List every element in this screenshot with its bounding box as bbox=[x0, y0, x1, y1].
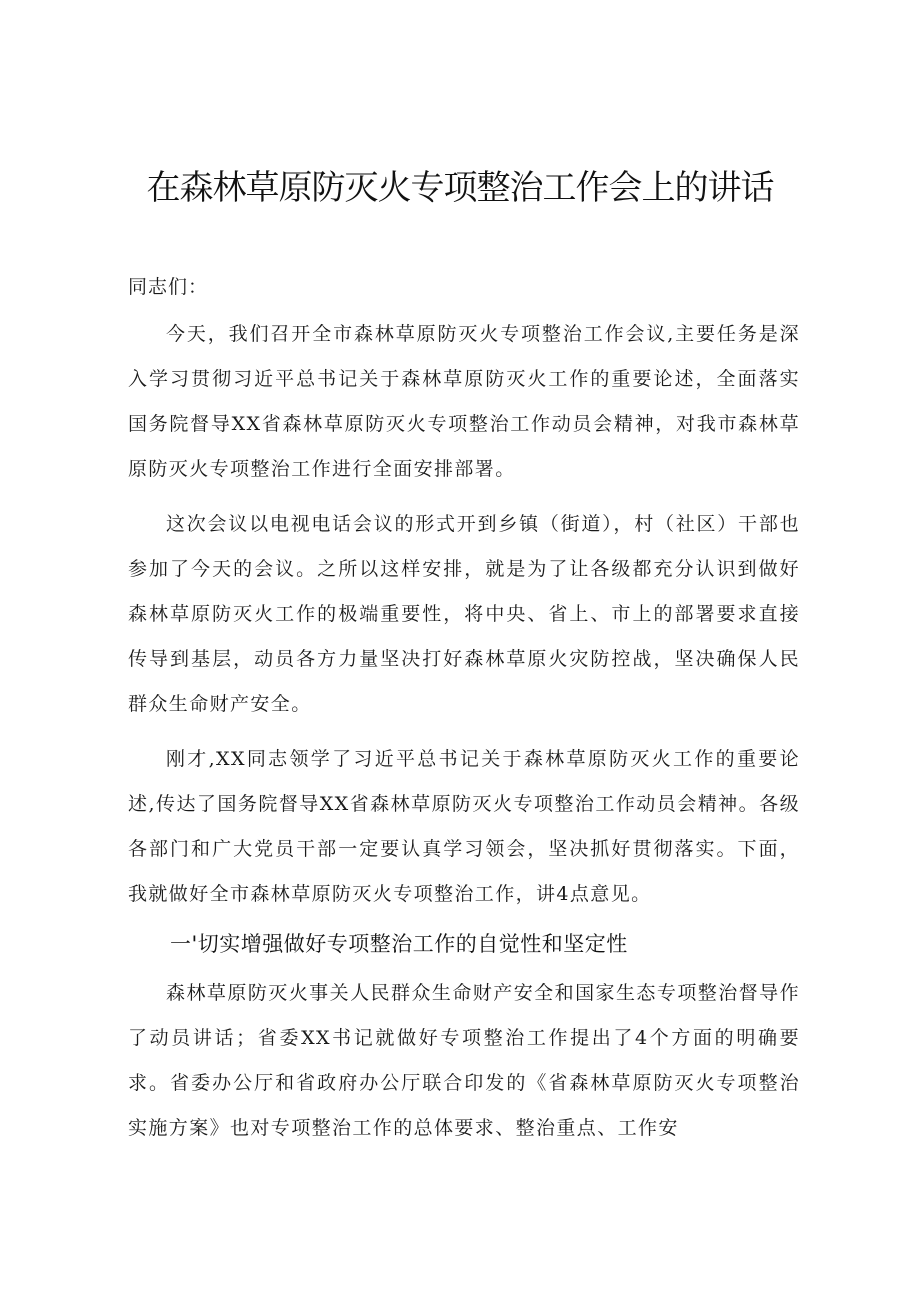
paragraph-1: 今天，我们召开全市森林草原防灭火专项整治工作会议,主要任务是深入学习贯彻习近平总书记关于森林草原防灭火工作的重要论述，全面落实国务院督导XX省森林草原防灭火专项整治工作动员会精神，对我市森林草原防灭火专项整治工作进行全面安排部署。 bbox=[128, 323, 800, 480]
document-body bbox=[128, 272, 800, 1161]
section-heading: 一'切实增强做好专项整治工作的自觉性和坚定性 bbox=[170, 932, 628, 956]
document-title: 在森林草原防灭火专项整治工作会上的讲话 bbox=[146, 168, 774, 208]
paragraph-2: 这次会议以电视电话会议的形式开到乡镇（街道），村（社区）干部也参加了今天的会议。之所以这样安排，就是为了让各级都充分认识到做好森林草原防灭火工作的极端重要性，将中央、省上、市上的部署要求直接传导到基层，动员各方力量坚决打好森林草原火灾防控战，坚决确保人民群众生命财产安全。 bbox=[128, 513, 800, 715]
salutation: 同志们： bbox=[128, 276, 209, 298]
section-paragraph: 森林草原防灭火事关人民群众生命财产安全和国家生态专项整治督导作了动员讲话；省委XX书记就做好专项整治工作提出了4个方面的明确要求。省委办公厅和省政府办公厅联合印发的《省森林草原防灭火专项整治实施方案》也对专项整治工作的总体要求、整治重点、工作安 bbox=[128, 982, 800, 1139]
paragraph-3: 刚才,XX同志领学了习近平总书记关于森林草原防灭火工作的重要论述,传达了国务院督导XX省森林草原防灭火专项整治工作动员会精神。各级各部门和广大党员干部一定要认真学习领会，坚决抓好贯彻落实。下面，我就做好全市森林草原防灭火专项整治工作，讲4点意见。 bbox=[128, 748, 800, 905]
